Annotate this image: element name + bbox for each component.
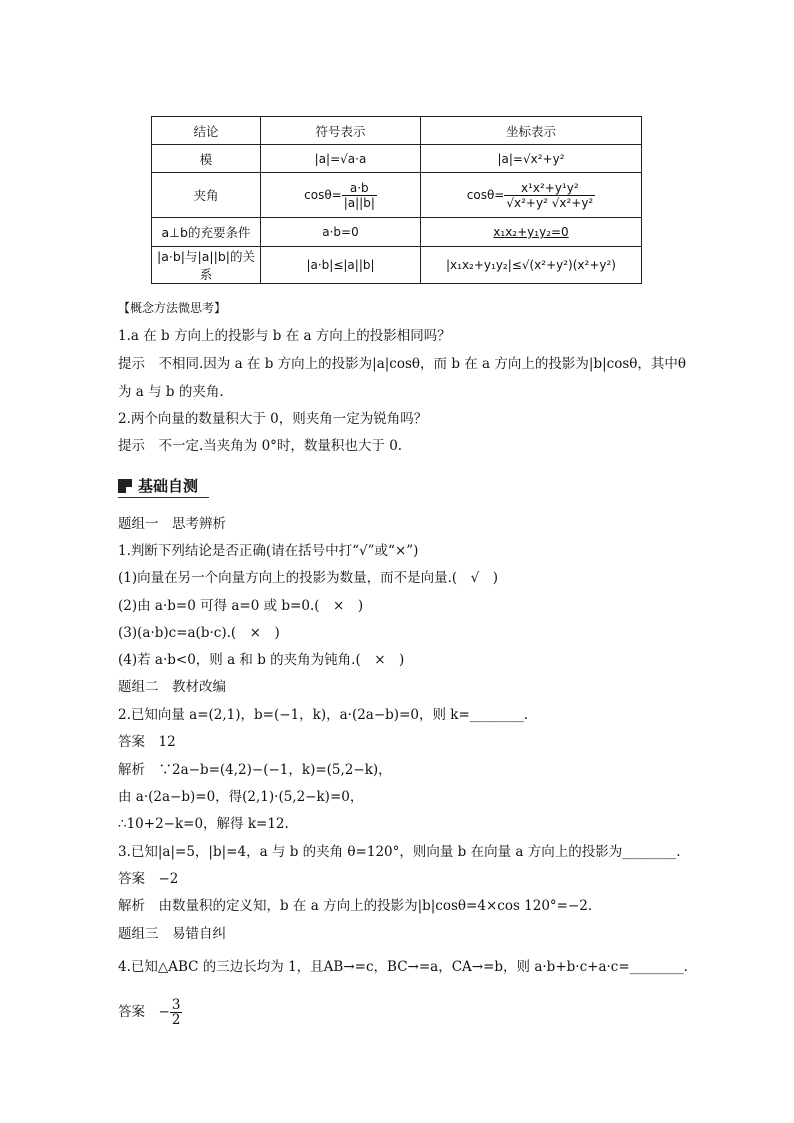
- row-symbol: a·b=0: [261, 218, 421, 247]
- coordinate-denominator: √x²+y² √x²+y²: [506, 195, 594, 210]
- judgment-item: (3)(a·b)c=a(b·c).( × ): [118, 625, 280, 641]
- vector-formula-table: [151, 116, 642, 284]
- section-square-icon: [118, 479, 132, 493]
- answer-3: 答案 −2: [118, 871, 179, 887]
- table-row: [152, 247, 642, 284]
- question-4-triangle: 4.已知△ABC 的三边长均为 1，且AB→=c，BC→=a，CA→=b，则 a·b+b·c+a·c=________.: [118, 959, 688, 975]
- question-1: 1.a 在 b 方向上的投影与 b 在 a 方向上的投影相同吗？: [118, 328, 451, 344]
- symbol-fraction: [342, 181, 377, 210]
- table-header-row: [152, 117, 642, 145]
- header-coordinate: 坐标表示: [421, 117, 642, 145]
- answer-4-numerator: 3: [171, 997, 181, 1013]
- symbol-numerator: a·b: [342, 181, 377, 196]
- judgment-item: (2)由 a·b=0 可得 a=0 或 b=0.( × ): [118, 598, 364, 614]
- judgment-item: (1)向量在另一个向量方向上的投影为数量，而不是向量.( √ ): [118, 570, 499, 586]
- row-label: 模: [152, 145, 261, 173]
- row-coordinate: [421, 173, 642, 218]
- section-header: [118, 476, 209, 498]
- answer-4-label: 答案 −: [118, 1004, 170, 1020]
- group-3-title: 题组三 易错自纠: [118, 926, 226, 942]
- group-1-question: 1.判断下列结论是否正确(请在括号中打“√”或“×”): [118, 543, 419, 559]
- hint-1-line-2: 为 a 与 b 的夹角.: [118, 384, 224, 400]
- row-coordinate: x₁x₂+y₁y₂=0: [421, 218, 642, 247]
- answer-4-fraction: [170, 998, 183, 1027]
- thinking-header: 【概念方法微思考】: [118, 301, 227, 315]
- group-2-title: 题组二 教材改编: [118, 679, 226, 695]
- row-symbol: [261, 173, 421, 218]
- symbol-prefix: cosθ=: [304, 187, 342, 202]
- hint-2: 提示 不一定.当夹角为 0°时，数量积也大于 0.: [118, 438, 403, 454]
- section-underline: [118, 497, 209, 498]
- judgment-item: (4)若 a·b<0，则 a 和 b 的夹角为钝角.( × ): [118, 652, 405, 668]
- row-label: |a·b|与|a||b|的关系: [152, 247, 261, 284]
- table-row: [152, 173, 642, 218]
- row-label: 夹角: [152, 173, 261, 218]
- table-row: [152, 218, 642, 247]
- header-symbol: 符号表示: [261, 117, 421, 145]
- hint-1-line-1: 提示 不相同.因为 a 在 b 方向上的投影为|a|cosθ，而 b 在 a 方向上的投影为|b|cosθ，其中θ: [118, 356, 687, 372]
- group-1-title: 题组一 思考辨析: [118, 516, 226, 532]
- solution-3: 解析 由数量积的定义知，b 在 a 方向上的投影为|b|cosθ=4×cos 120°=−2.: [118, 898, 593, 914]
- answer-2: 答案 12: [118, 734, 176, 750]
- coordinate-fraction: [504, 181, 595, 210]
- answer-4: [118, 996, 182, 1028]
- row-symbol: |a|=√a·a: [261, 145, 421, 173]
- header-conclusion: 结论: [152, 117, 261, 145]
- table-row: [152, 145, 642, 173]
- answer-4-denominator: 2: [171, 1012, 181, 1028]
- question-2: 2.两个向量的数量积大于 0，则夹角一定为锐角吗？: [118, 411, 428, 427]
- coordinate-numerator: x¹x²+y¹y²: [504, 181, 595, 196]
- section-title: 基础自测: [138, 477, 199, 495]
- solution-2-line: ∴10+2−k=0，解得 k=12.: [118, 816, 289, 832]
- solution-2-line: 由 a·(2a−b)=0，得(2,1)·(5,2−k)=0，: [118, 789, 364, 805]
- row-symbol: |a·b|≤|a||b|: [261, 247, 421, 284]
- question-3-projection: 3.已知|a|=5，|b|=4，a 与 b 的夹角 θ=120°，则向量 b 在向量 a 方向上的投影为________.: [118, 844, 681, 860]
- solution-2-line: 解析 ∵2a−b=(4,2)−(−1，k)=(5,2−k)，: [118, 762, 392, 778]
- row-coordinate: |a|=√x²+y²: [421, 145, 642, 173]
- symbol-denominator: |a||b|: [343, 195, 375, 210]
- row-label: a⊥b的充要条件: [152, 218, 261, 247]
- row-coordinate: |x₁x₂+y₁y₂|≤√(x²+y²)(x²+y²): [421, 247, 642, 284]
- coordinate-prefix: cosθ=: [466, 187, 505, 202]
- question-2-vector: 2.已知向量 a=(2,1)，b=(−1，k)，a·(2a−b)=0，则 k=________.: [118, 707, 529, 723]
